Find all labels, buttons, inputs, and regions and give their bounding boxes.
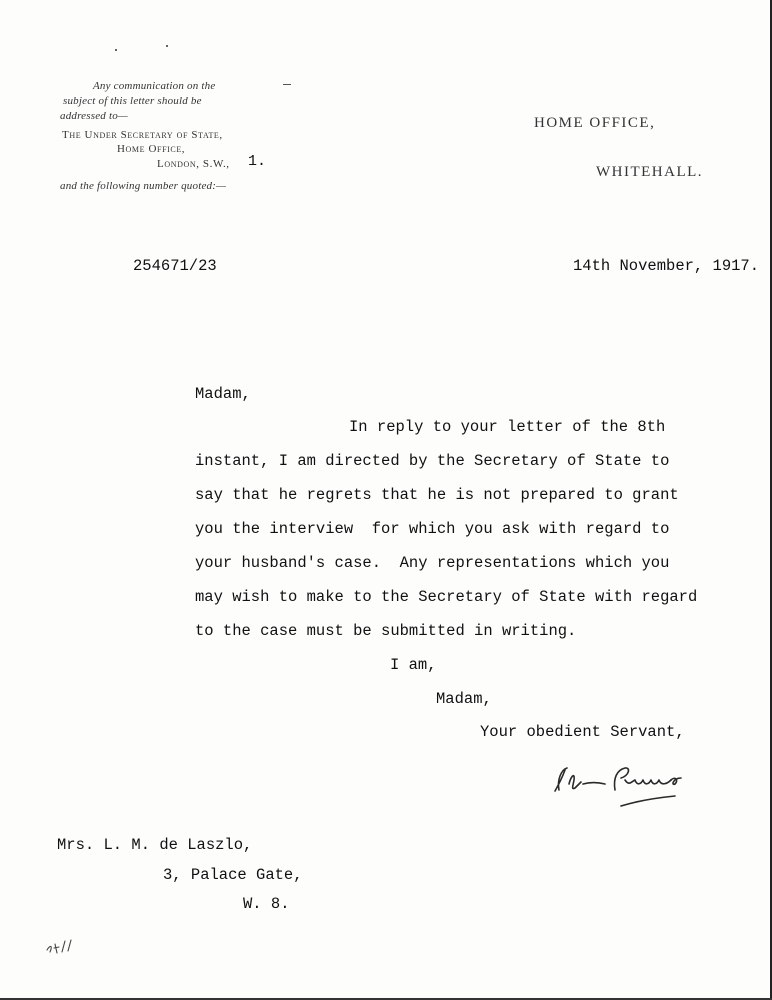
closing-line: Your obedient Servant, [480,723,685,741]
signature-icon [545,760,705,820]
ink-speck [115,49,117,51]
body-line: your husband's case. Any representations which you [195,554,670,572]
office-name: HOME OFFICE, [534,115,656,131]
letterhead-address-line: London, S.W., [157,158,230,170]
body-line: In reply to your letter of the 8th [349,418,666,436]
recipient-name: Mrs. L. M. de Laszlo, [57,836,253,854]
body-line: to the case must be submitted in writing. [195,622,577,640]
closing-line: I am, [390,656,437,674]
letterhead-note-line: and the following number quoted:— [60,180,227,192]
body-line: you the interview for which you ask with regard to [195,520,670,538]
recipient-street: 3, Palace Gate, [163,866,303,884]
body-line: may wish to make to the Secretary of State with regard [195,588,698,606]
letterhead-note-line: addressed to— [60,110,128,122]
letterhead-address-line: The Under Secretary of State, [62,129,223,141]
postal-district-number: 1. [248,153,267,170]
ink-speck [166,45,168,47]
salutation: Madam, [195,385,251,403]
letterhead-dash [283,84,291,85]
office-location: WHITEHALL. [596,164,704,180]
letter-date: 14th November, 1917. [573,257,760,275]
body-line: say that he regrets that he is not prepared to grant [195,486,679,504]
body-line: instant, I am directed by the Secretary of State to [195,452,670,470]
closing-line: Madam, [436,690,492,708]
letterhead-note-line: Any communication on the [93,80,216,92]
reference-number: 254671/23 [133,257,217,275]
letterhead-address-line: Home Office, [117,143,186,155]
recipient-district: W. 8. [243,895,290,913]
pencil-mark-icon [45,936,85,956]
letterhead-note-line: subject of this letter should be [63,95,202,107]
